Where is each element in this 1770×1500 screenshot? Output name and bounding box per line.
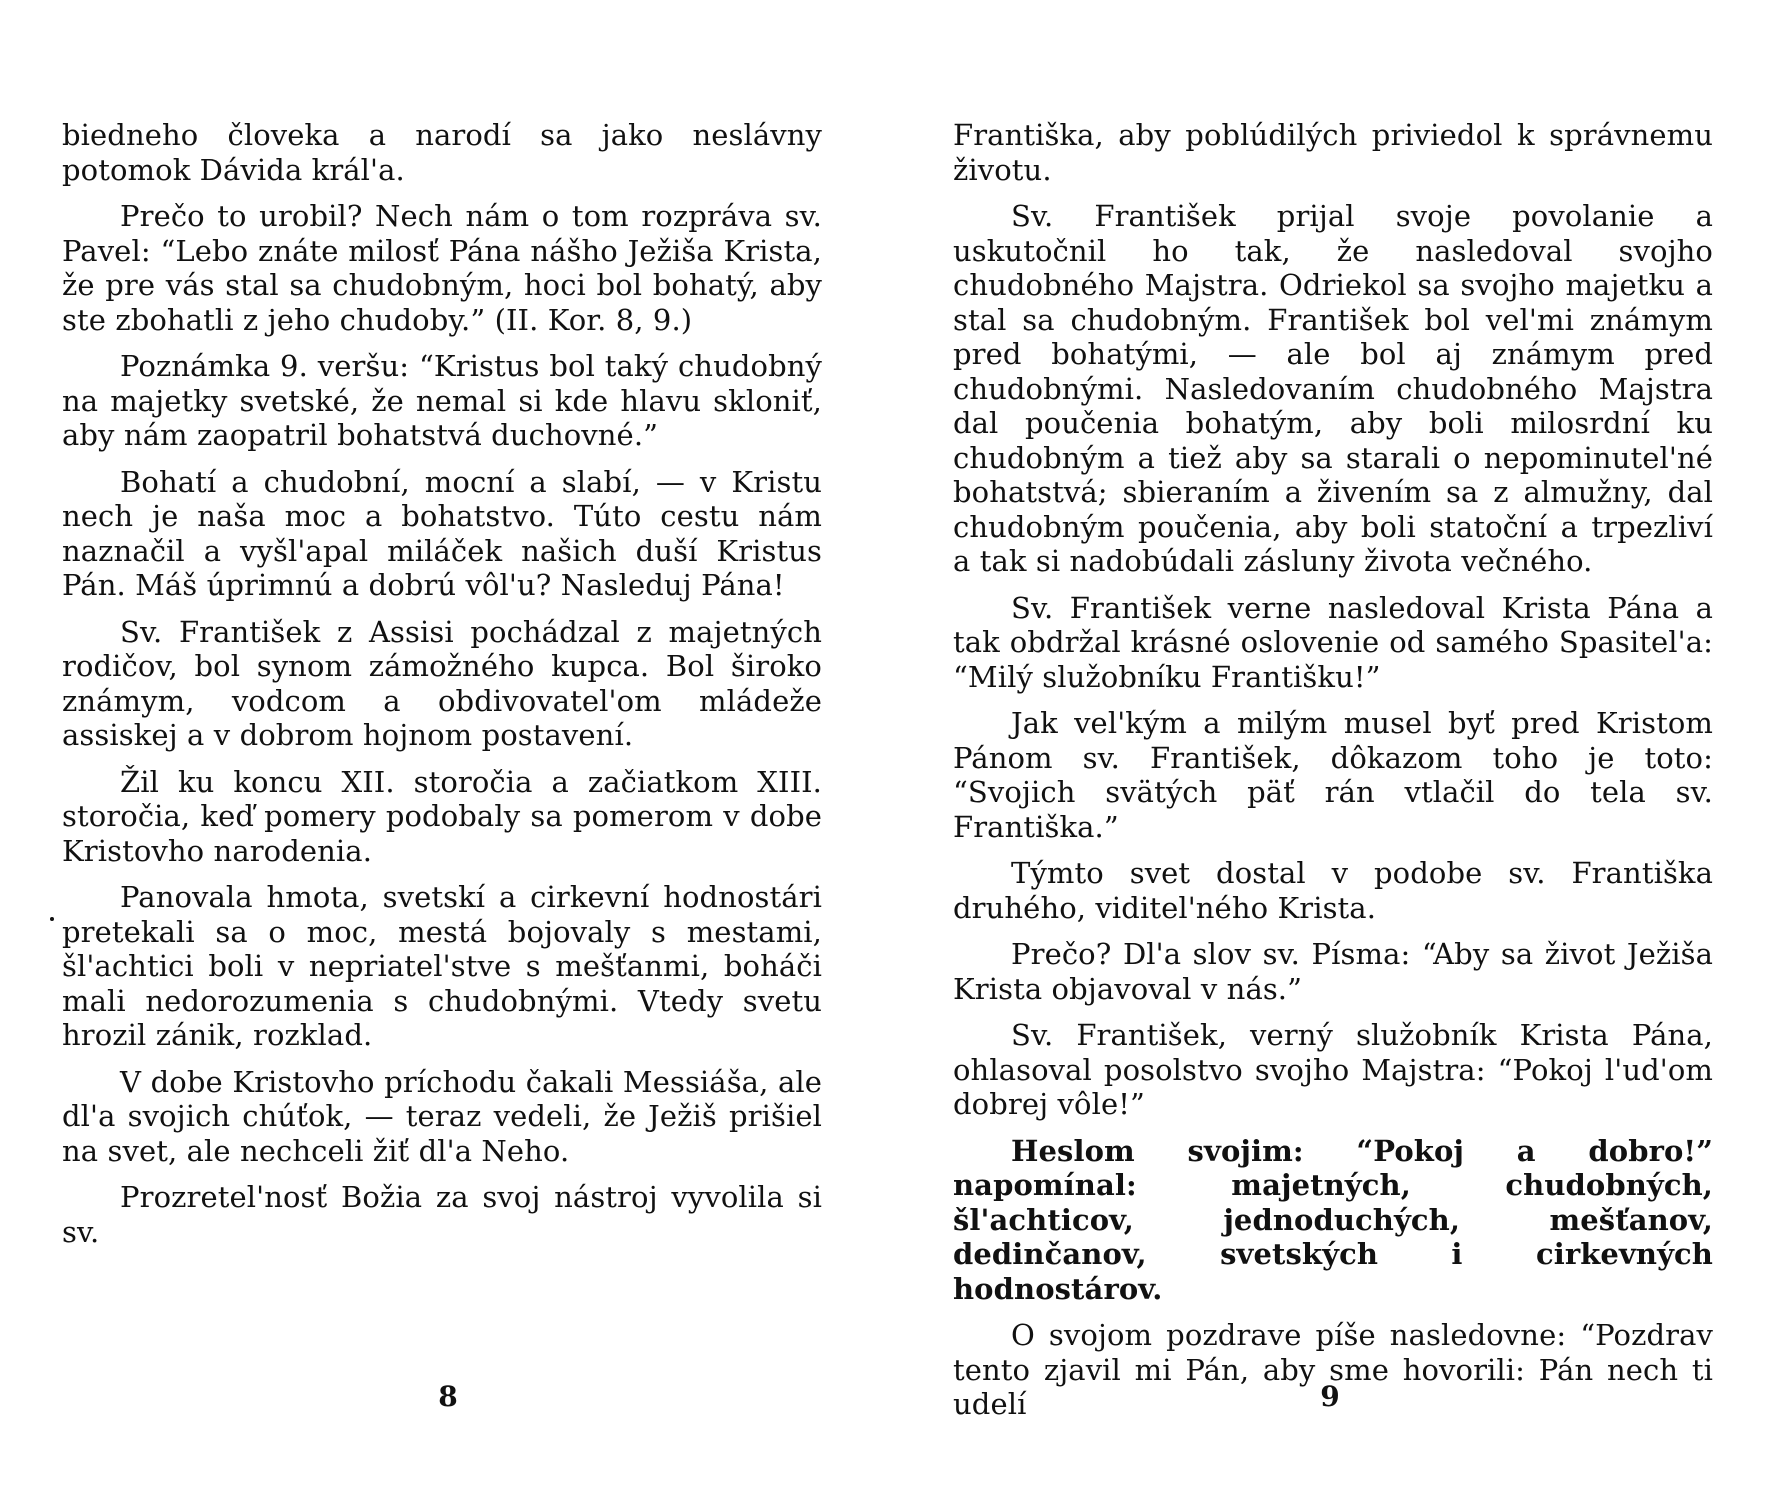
paragraph: biedneho človeka a narodí sa jako neslávny potomok Dávida král'a. — [62, 118, 822, 187]
paragraph: Panovala hmota, svetskí a cirkevní hodnostári pretekali sa o moc, mestá bojovaly s mestami, šl'achtici boli v nepriatel'stve s mešťanmi, boháči mali nedorozumenia s chudobnými. Vtedy svetu hrozil zánik, rozklad. — [62, 880, 822, 1052]
paragraph: Františka, aby poblúdilých priviedol k správnemu životu. — [953, 118, 1713, 187]
page-number-right: 9 — [1320, 1380, 1340, 1413]
paragraph: Týmto svet dostal v podobe sv. Františka druhého, viditel'ného Krista. — [953, 856, 1713, 925]
paragraph: O svojom pozdrave píše nasledovne: “Pozdrav tento zjavil mi Pán, aby sme hovorili: Pán nech ti udelí — [953, 1318, 1713, 1421]
paragraph: Sv. František, verný služobník Krista Pána, ohlasoval posolstvo svojho Majstra: “Pokoj l'ud'om dobrej vôle!” — [953, 1018, 1713, 1121]
paragraph: Sv. František z Assisi pochádzal z majetných rodičov, bol synom zámožného kupca. Bol široko známym, vodcom a obdivovatel'om mládeže assiskej a v dobrom hojnom postavení. — [62, 614, 822, 752]
paragraph: Prečo to urobil? Nech nám o tom rozpráva sv. Pavel: “Lebo znáte milosť Pána nášho Ježiša Krista, že pre vás stal sa chudobným, hoci bol bohatý, aby ste zbohatli z jeho chudoby.” (II. Kor. 8, 9.) — [62, 199, 822, 337]
page-number-left: 8 — [438, 1380, 458, 1413]
paragraph: V dobe Kristovho príchodu čakali Messiáša, ale dl'a svojich chúťok, — teraz vedeli, že Ježiš prišiel na svet, ale nechceli žiť dl'a Neho. — [62, 1064, 822, 1168]
paragraph: Sv. František prijal svoje povolanie a uskutočnil ho tak, že nasledoval svojho chudobného Majstra. Odriekol sa svojho majetku a stal sa chudobným. František bol vel'mi známym pred bohatými, — ale bol aj známym pred chudobnými. Nasledovaním chudobného Majstra dal poučenia bohatým, aby boli milosrdní ku chudobným a tiež aby sa starali o nepominutel'né bohatstvá; sbieraním a živením sa z almužny, dal chudobným poučenia, aby boli statoční a trpezliví a tak si nadobúdali zásluny života večného. — [953, 199, 1713, 578]
paragraph: Jak vel'kým a milým musel byť pred Kristom Pánom sv. František, dôkazom toho je toto: “Svojich svätých päť rán vtlačil do tela sv. Františka.” — [953, 706, 1713, 844]
right-page — [953, 118, 1713, 1434]
paragraph: Heslom svojim: “Pokoj a dobro!” napomínal: majetných, chudobných, šl'achticov, jednoduchých, mešťanov, dedinčanov, svetských i cirkevných hodnostárov. — [953, 1133, 1713, 1306]
paragraph: Prozretel'nosť Božia za svoj nástroj vyvolila si sv. — [62, 1180, 822, 1249]
paragraph: Poznámka 9. veršu: “Kristus bol taký chudobný na majetky svetské, že nemal si kde hlavu skloniť, aby nám zaopatril bohatstvá duchovné.” — [62, 349, 822, 452]
paragraph: Sv. František verne nasledoval Krista Pána a tak obdržal krásné oslovenie od samého Spasitel'a: “Milý služobníku Františku!” — [953, 590, 1713, 694]
left-page — [62, 118, 822, 1261]
print-speck — [50, 917, 54, 921]
paragraph: Prečo? Dl'a slov sv. Písma: “Aby sa život Ježiša Krista objavoval v nás.” — [953, 937, 1713, 1006]
paragraph: Bohatí a chudobní, mocní a slabí, — v Kristu nech je naša moc a bohatstvo. Túto cestu nám naznačil a vyšl'apal miláček našich duší Kristus Pán. Máš úprimnú a dobrú vôl'u? Nasleduj Pána! — [62, 464, 822, 602]
paragraph: Žil ku koncu XII. storočia a začiatkom XIII. storočia, keď pomery podobaly sa pomerom v dobe Kristovho narodenia. — [62, 764, 822, 868]
